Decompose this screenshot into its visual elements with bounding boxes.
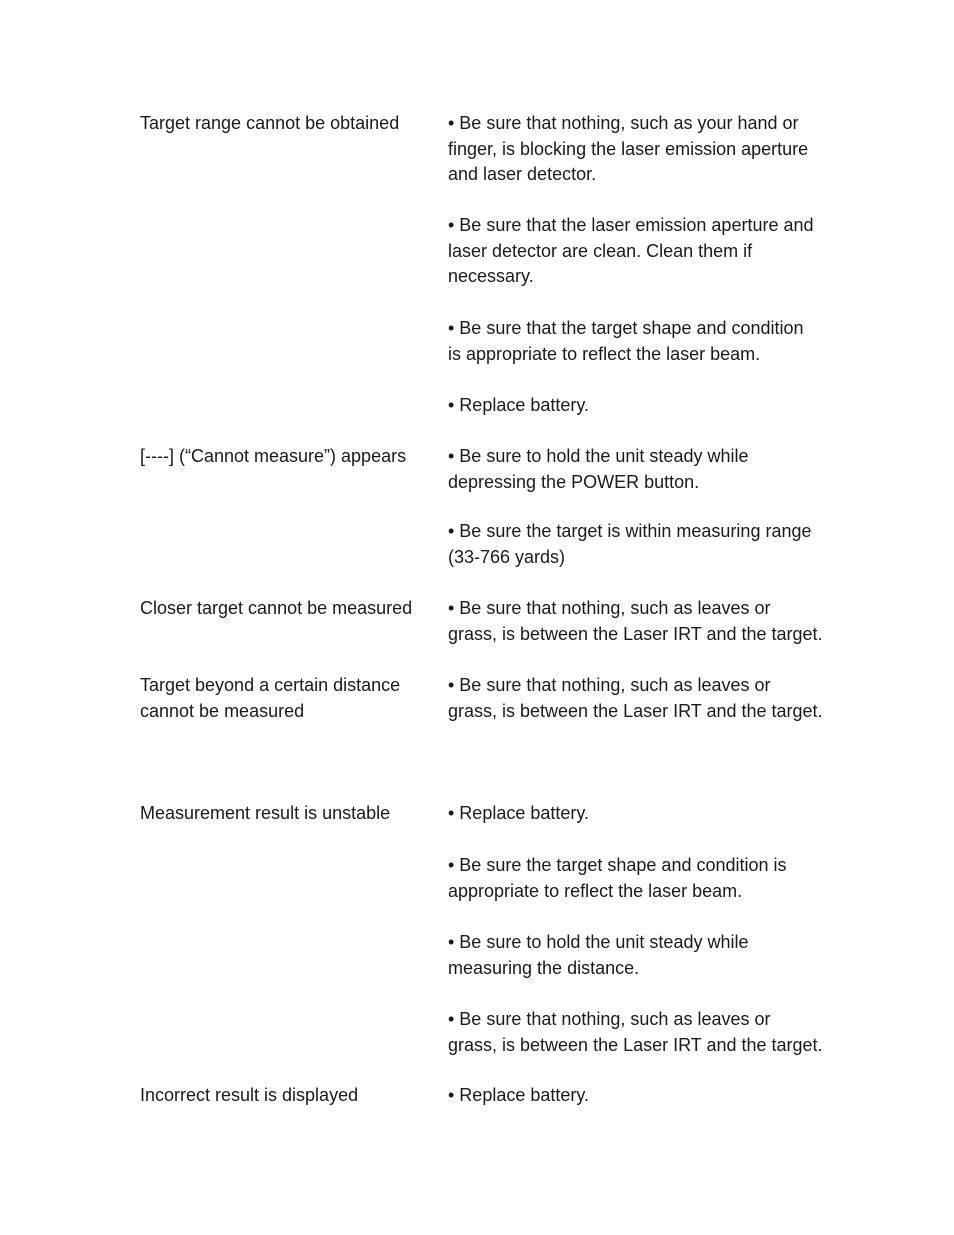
remedy-text: • Replace battery. [448,803,590,823]
remedy-text: • Replace battery. [448,1085,590,1105]
issue-label: Target range cannot be obtained [140,113,400,133]
remedy-text: • Be sure the target shape and condition is appropriate to reflect the laser beam. [448,855,787,901]
remedy-text: • Be sure that nothing, such as leaves or grass, is between the Laser IRT and the target. [448,1009,823,1055]
remedy-text: • Be sure to hold the unit steady while depressing the POWER button. [448,446,749,492]
issue-label: [----] (“Cannot measure”) appears [140,446,407,466]
remedy-text: • Be sure that nothing, such as leaves or grass, is between the Laser IRT and the target. [448,675,823,721]
remedy-text: • Replace battery. [448,395,590,415]
issue-label: Closer target cannot be measured [140,598,413,618]
issue-label: Incorrect result is displayed [140,1085,359,1105]
remedy-text: • Be sure that nothing, such as your hand or finger, is blocking the laser emission aperture and laser detector. [448,113,809,184]
issue-label: Measurement result is unstable [140,803,391,823]
remedy-text: • Be sure that the laser emission aperture and laser detector are clean. Clean them if necessary. [448,215,814,286]
remedy-text: • Be sure that nothing, such as leaves or grass, is between the Laser IRT and the target. [448,598,823,644]
remedy-text: • Be sure to hold the unit steady while measuring the distance. [448,932,749,978]
issue-label: Target beyond a certain distance cannot be measured [140,675,401,721]
remedy-text: • Be sure the target is within measuring range (33-766 yards) [448,521,812,567]
remedy-text: • Be sure that the target shape and condition is appropriate to reflect the laser beam. [448,318,804,364]
